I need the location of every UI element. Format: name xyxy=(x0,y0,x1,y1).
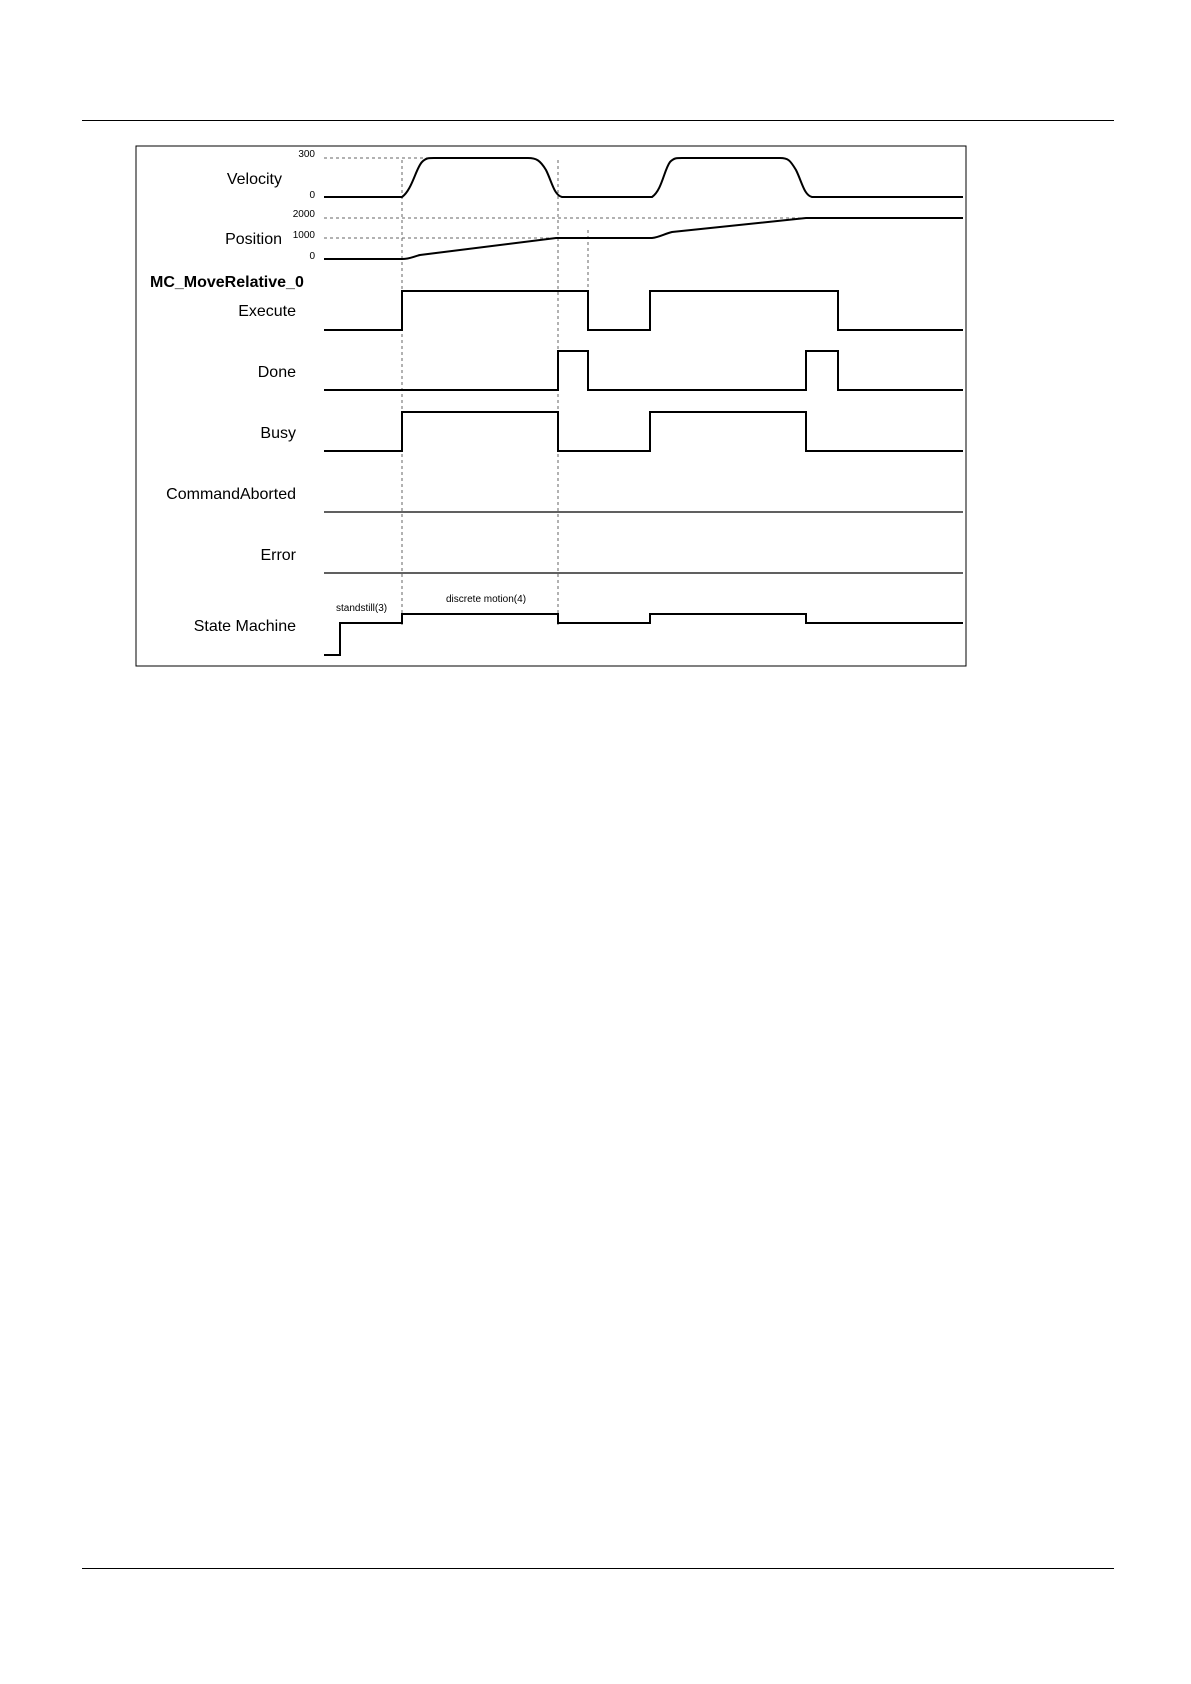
velocity-tick-0: 0 xyxy=(309,190,315,201)
position-tick-2000: 2000 xyxy=(292,209,315,220)
diagram-frame xyxy=(136,146,966,666)
state-discrete-motion-label: discrete motion(4) xyxy=(446,594,527,605)
block-name: MC_MoveRelative_0 xyxy=(150,274,304,291)
state-machine-label: State Machine xyxy=(193,618,296,635)
execute-label: Execute xyxy=(238,303,296,320)
state-standstill-label: standstill(3) xyxy=(336,603,388,614)
position-label: Position xyxy=(225,231,282,248)
busy-label: Busy xyxy=(260,425,296,442)
done-trace xyxy=(324,351,963,390)
velocity-tick-300: 300 xyxy=(298,149,315,160)
velocity-trace xyxy=(324,158,963,197)
position-trace xyxy=(324,218,963,259)
state-machine-trace xyxy=(324,614,963,655)
position-tick-1000: 1000 xyxy=(292,230,315,241)
busy-trace xyxy=(324,412,963,451)
command-aborted-label: CommandAborted xyxy=(166,486,296,503)
done-label: Done xyxy=(257,364,296,381)
execute-trace xyxy=(324,291,963,330)
velocity-label: Velocity xyxy=(226,171,282,188)
position-tick-0: 0 xyxy=(309,251,315,262)
error-label: Error xyxy=(260,547,296,564)
